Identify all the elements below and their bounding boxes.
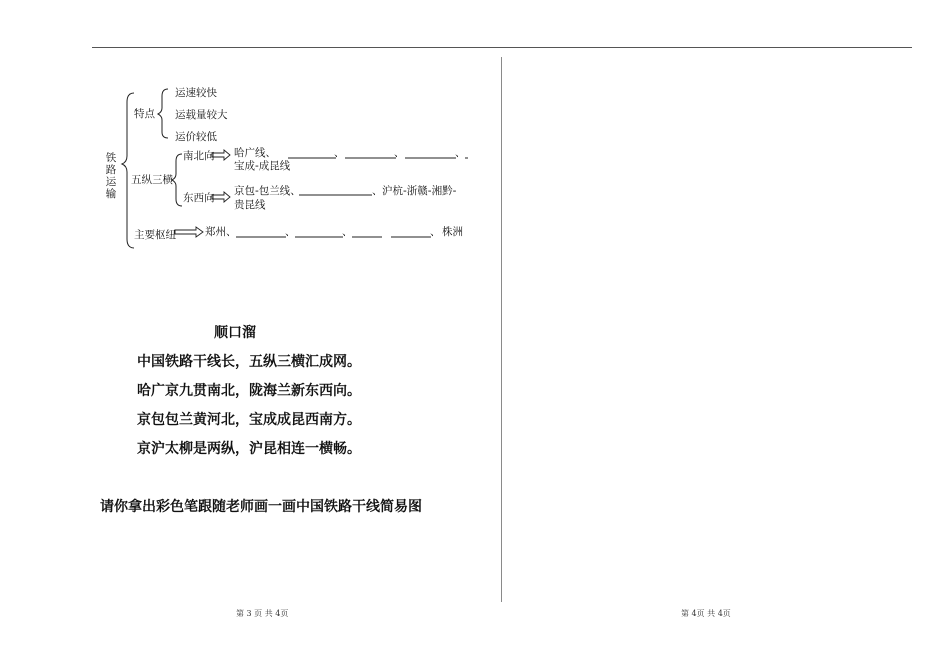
separator: 、 (430, 226, 441, 238)
root-brace (122, 93, 134, 248)
poem-line: 哈广京九贯南北，陇海兰新东西向。 (137, 383, 361, 399)
page-number-left: 第 3 页 共 4页 (236, 609, 289, 618)
separator: 、 (372, 185, 383, 197)
arrow-hubs (175, 227, 203, 237)
separator: 、 (334, 147, 345, 159)
separator: 、 (394, 147, 405, 159)
page-divider (501, 57, 502, 602)
hubs-end: 株洲 (442, 226, 463, 238)
east-west-label: 东西向 (183, 192, 215, 204)
east-west-line-start: 京包-包兰线、 (234, 185, 301, 197)
east-west-line-2: 贵昆线 (234, 199, 266, 211)
network-label: 五纵三横 (131, 174, 173, 186)
poem-line: 中国铁路干线长，五纵三横汇成网。 (137, 354, 361, 370)
north-south-line-2: 宝成-成昆线 (234, 160, 291, 172)
poem-line: 京包包兰黄河北，宝成成昆西南方。 (137, 412, 361, 428)
page-number-right: 第 4页 共 4页 (681, 609, 731, 618)
poem-title: 顺口溜 (214, 325, 256, 341)
feature-item: 运载量较大 (175, 109, 228, 121)
east-west-line-end: 沪杭-浙赣-湘黔- (382, 185, 457, 197)
hubs-label: 主要枢纽 (134, 229, 176, 241)
network-brace (172, 154, 182, 206)
top-rule (92, 47, 912, 48)
drawing-instruction: 请你拿出彩色笔跟随老师画一画中国铁路干线简易图 (100, 499, 422, 515)
diagram-root-label: 铁路运输 (105, 152, 117, 200)
hubs-start: 郑州、 (205, 226, 237, 238)
separator: 、 (285, 226, 296, 238)
separator: 、 (342, 226, 353, 238)
railway-transport-diagram (100, 80, 480, 255)
poem-line: 京沪太柳是两纵，沪昆相连一横畅。 (137, 441, 361, 457)
feature-item: 运速较快 (175, 87, 217, 99)
north-south-line-start: 哈广线、 (234, 147, 276, 159)
feature-item: 运价较低 (175, 131, 217, 143)
separator: 、 (455, 147, 466, 159)
features-brace (158, 89, 168, 138)
north-south-label: 南北向 (183, 150, 215, 162)
features-label: 特点 (134, 108, 155, 120)
